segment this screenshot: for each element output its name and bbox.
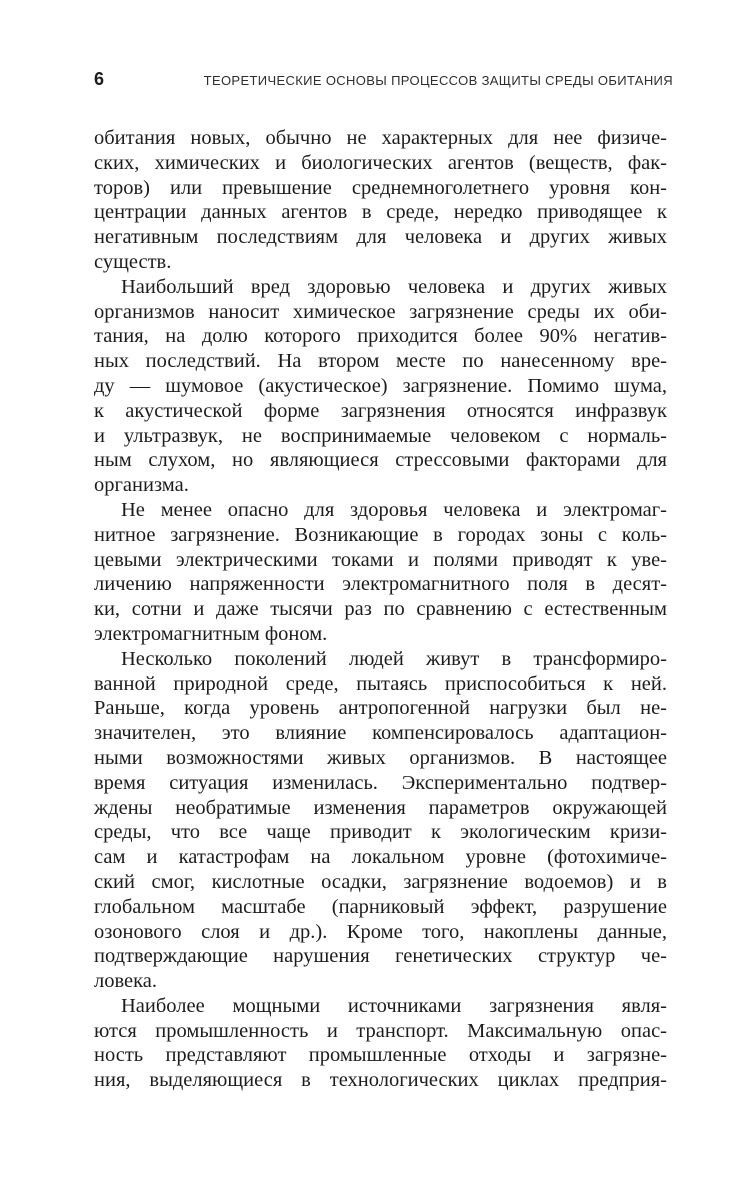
text-line: Наиболее мощными источниками загрязнения явля- (121, 994, 667, 1017)
text-line: организма. (94, 474, 189, 497)
text-line: Наибольший вред здоровью человека и других живых (121, 275, 667, 298)
text-line: существ. (94, 250, 172, 273)
text-line: центрации данных агентов в среде, нередко приводящее к (94, 201, 667, 224)
text-line: нитное загрязнение. Возникающие в городах зоны с коль- (94, 523, 667, 546)
running-header: ТЕОРЕТИЧЕСКИЕ ОСНОВЫ ПРОЦЕССОВ ЗАЩИТЫ СРЕДЫ ОБИТАНИЯ (203, 73, 673, 88)
text-line: ванной природной среде, пытаясь приспособиться к ней. (94, 672, 667, 695)
text-line: ными возможностями живых организмов. В настоящее (94, 746, 667, 769)
text-line: ских, химических и биологических агентов (веществ, фак- (94, 151, 667, 174)
text-line: значителен, это влияние компенсировалось адаптацион- (94, 722, 667, 745)
text-line: электромагнитным фоном. (94, 622, 328, 645)
text-line: организмов наносит химическое загрязнение среды их оби- (94, 300, 667, 323)
paragraph (94, 498, 667, 647)
text-line: личению напряженности электромагнитного поля в десят- (94, 573, 667, 596)
text-line: озонового слоя и др.). Кроме того, накоплены данные, (94, 920, 667, 943)
text-line: ным слухом, но являющиеся стрессовыми факторами для (94, 449, 667, 472)
text-column (94, 126, 667, 1093)
text-line: Раньше, когда уровень антропогенной нагрузки был не- (94, 697, 667, 720)
text-line: торов) или превышение среднемноголетнего уровня кон- (94, 176, 667, 199)
text-line: время ситуация изменилась. Экспериментально подтвер- (94, 771, 667, 794)
text-line: негативным последствиям для человека и других живых (94, 226, 667, 249)
text-line: ных последствий. На втором месте по нанесенному вре- (94, 350, 667, 373)
text-line: обитания новых, обычно не характерных для нее физиче- (94, 127, 667, 149)
text-line: сам и катастрофам на локальном уровне (фотохимиче- (94, 846, 667, 869)
text-line: ду — шумовое (акустическое) загрязнение. Помимо шума, (94, 374, 667, 397)
paragraph (94, 994, 667, 1093)
page-number: 6 (94, 69, 105, 89)
text-line: глобальном масштабе (парниковый эффект, разрушение (94, 895, 667, 918)
text-line: ность представляют промышленные отходы и загрязне- (94, 1044, 667, 1067)
text-line: и ультразвук, не воспринимаемые человеком с нормаль- (94, 424, 667, 447)
text-line: ются промышленность и транспорт. Максимальную опас- (94, 1019, 667, 1042)
text-line: Несколько поколений людей живут в трансформиро- (121, 647, 667, 670)
page-header (94, 69, 673, 90)
text-line: ния, выделяющиеся в технологических циклах предприя- (94, 1069, 667, 1092)
text-line: цевыми электрическими токами и полями приводят к уве- (94, 548, 667, 571)
text-line: ский смог, кислотные осадки, загрязнение водоемов) и в (94, 870, 667, 893)
text-line: тания, на долю которого приходится более 90% негатив- (94, 325, 667, 348)
paragraph (94, 126, 667, 275)
paragraph (94, 647, 667, 994)
text-line: ки, сотни и даже тысячи раз по сравнению с естественным (94, 598, 667, 621)
text-line: ловека. (94, 970, 158, 993)
text-line: Не менее опасно для здоровья человека и электромаг- (121, 498, 667, 521)
text-line: ждены необратимые изменения параметров окружающей (94, 796, 667, 819)
text-line: подтверждающие нарушения генетических структур че- (94, 945, 667, 968)
text-line: к акустической форме загрязнения относятся инфразвук (94, 399, 667, 422)
paragraph (94, 275, 667, 498)
text-line: среды, что все чаще приводит к экологическим кризи- (94, 821, 667, 844)
